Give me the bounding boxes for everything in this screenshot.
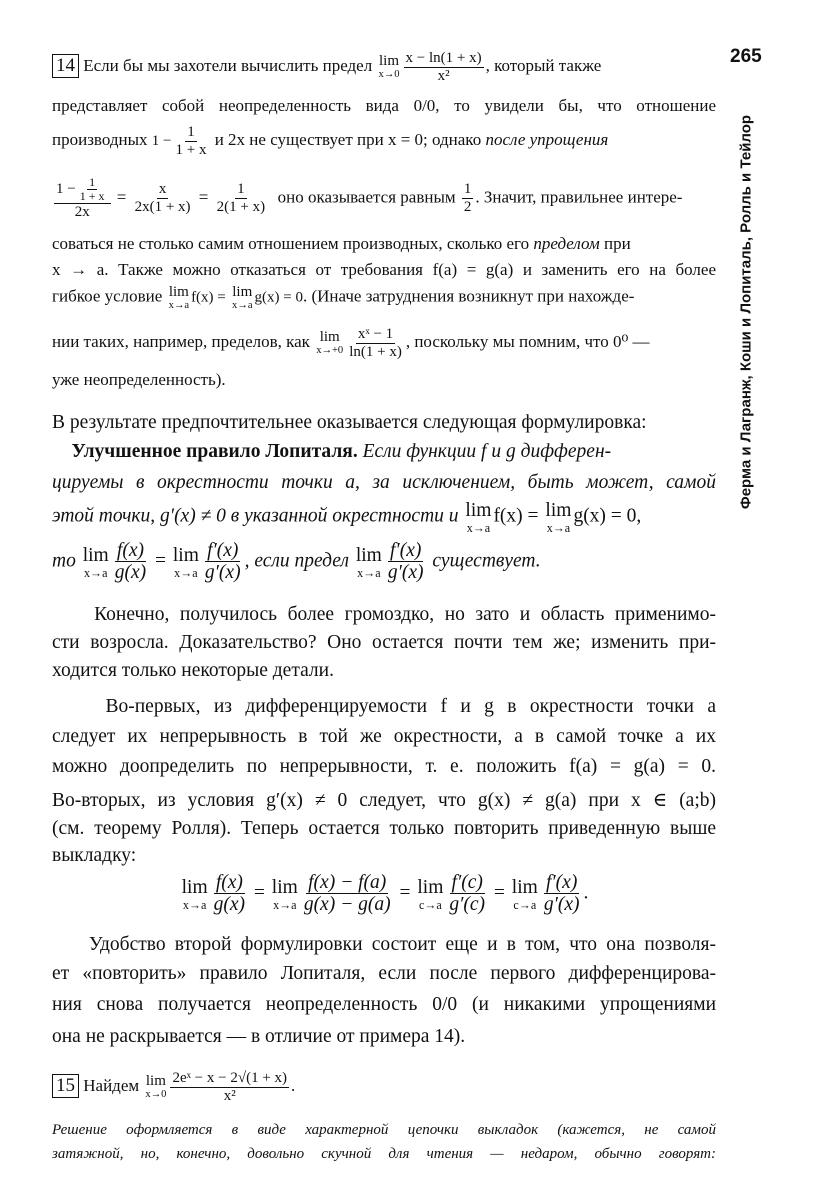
rule-statement-line: этой точки, g′(x) ≠ 0 в указанной окрестности и lim x→a f(x) = lim x→a g(x) = 0, (52, 500, 642, 535)
text-line: производных 1 − $\frac{1}{1 + x}$ и 2x не существует при x = 0; однако после упрощения (52, 124, 609, 158)
text-line: ходится только некоторые детали. (52, 660, 334, 681)
footnote-line: Решение оформляется в виде характерной цепочки выкладок (кажется, не самой (52, 1122, 716, 1138)
rule-title: Улучшенное правило Лопиталя. (71, 441, 358, 462)
simplification-line: 1 − $\frac{1}{1 + x}$ 2x = $\frac{x}{2x(1 + x)}$ = $\frac{1}{2(1 + x)}$ оно оказывается равным $\frac{1}{2}$ . Значит, правильнее интере- (56, 175, 683, 221)
text-line: нии таких, например, пределов, как lim x→+0 $\frac{\text{xˣ − 1}}{\ln(1 + x)}$ , поскольку мы помним, что 0⁰ — (52, 326, 650, 360)
proof-chain-formula: lim x→a $\frac{f(x)}{g(x)}$ = lim x→a $\frac{f(x) - f(a)}{g(x) - g(a)}$ = lim c→a $\frac{f'(c)}{g'(c)}$ = lim c→a $\frac{f'(x)}{g'(x)}$ . (181, 872, 589, 916)
fraction: $\frac{1}{2(1 + x)}$ (216, 181, 266, 215)
text-line: соваться не столько самим отношением производных, сколько его пределом при (52, 234, 631, 253)
fraction: $\frac{1}{2}$ (463, 181, 472, 215)
text-line: представляет собой неопределенность вида 0/0, то увидели бы, что отношение (52, 96, 716, 115)
text-line: Удобство второй формулировки состоит еще и в том, что она позволя- (88, 934, 716, 955)
text-line: можно доопределить по непрерывности, т. е. положить f(a) = g(a) = 0. (52, 756, 716, 777)
example-number-box: 15 (52, 1074, 79, 1098)
rule-statement-line: Улучшенное правило Лопиталя. Если функции f и g дифферен- (71, 441, 612, 462)
page-number: 265 (730, 46, 762, 67)
text-line: уже неопределенность). (52, 370, 226, 389)
fraction: $\frac{x - \ln(1 + x)}{\text{x²}}$ (405, 50, 482, 84)
text-line: x → a. Также можно отказаться от требования f(a) = g(a) и заменить его на более (52, 260, 716, 279)
text-line: гибкое условие lim x→a f(x) = lim x→a g(x) = 0. (Иначе затруднения возникнут при нахожде- (52, 284, 635, 311)
limit-expression: lim x→0 (378, 53, 400, 81)
fraction: $\frac{1}{1 + x}$ (175, 124, 207, 158)
example-14-line-1: 14 Если бы мы захотели вычислить предел lim x→0 $\frac{x - \ln(1 + x)}{\text{x²}}$ , который также (52, 50, 716, 84)
text-line: Во-вторых, из условия g′(x) ≠ 0 следует, что g(x) ≠ g(a) при x ∈ (a;b) (52, 790, 716, 811)
text-line: сти возросла. Доказательство? Оно остается почти тем же; изменить при- (52, 632, 716, 653)
rule-statement-line: то lim x→a $\frac{f(x)}{g(x)}$ = lim x→a $\frac{f'(x)}{g'(x)}$ , если предел lim x→a $\frac{f'(x)}{g'(x)}$ существует. (52, 540, 541, 584)
text-line: Конечно, получилось более громоздко, но зато и область применимо- (94, 604, 716, 625)
rule-statement-line: цируемы в окрестности точки a, за исключением, быть может, самой (52, 472, 716, 493)
text-line: выкладку: (52, 845, 137, 866)
text-line: (см. теорему Ролля). Теперь остается только повторить приведенную выше (52, 818, 716, 839)
text-line: она не раскрывается — в отличие от примера 14). (52, 1026, 466, 1047)
example-number-box: 14 (52, 54, 79, 78)
text-line: Во-первых, из дифференцируемости f и g в окрестности точки a (105, 696, 717, 717)
footnote-line: затяжной, но, конечно, довольно скучной для чтения — недаром, обычно говорят: (52, 1146, 716, 1162)
chapter-running-title: Ферма и Лагранж, Коши и Лопиталь, Ролль и Тейлор (737, 114, 755, 510)
text-line: ния снова получается неопределенность 0/0 (и никакими упрощениями (52, 994, 716, 1015)
fraction: 1 − $\frac{1}{1 + x}$ 2x (54, 176, 111, 221)
fraction: $\frac{\text{2eˣ − x − 2√(1 + x)}}{\text{x²}}$ (172, 1070, 288, 1104)
text-line: В результате предпочтительнее оказывается следующая формулировка: (52, 412, 647, 433)
example-15-line: 15 Найдем lim x→0 $\frac{\text{2eˣ − x − 2√(1 + x)}}{\text{x²}}$ . (52, 1070, 716, 1104)
text-line: следует их непрерывность в той же окрестности, а в самой точке a их (52, 726, 716, 747)
fraction: $\frac{x}{2x(1 + x)}$ (134, 181, 191, 215)
fraction: $\frac{\text{xˣ − 1}}{\ln(1 + x)}$ (349, 326, 402, 360)
text-line: ет «повторить» правило Лопиталя, если после первого дифференцирова- (52, 963, 716, 984)
